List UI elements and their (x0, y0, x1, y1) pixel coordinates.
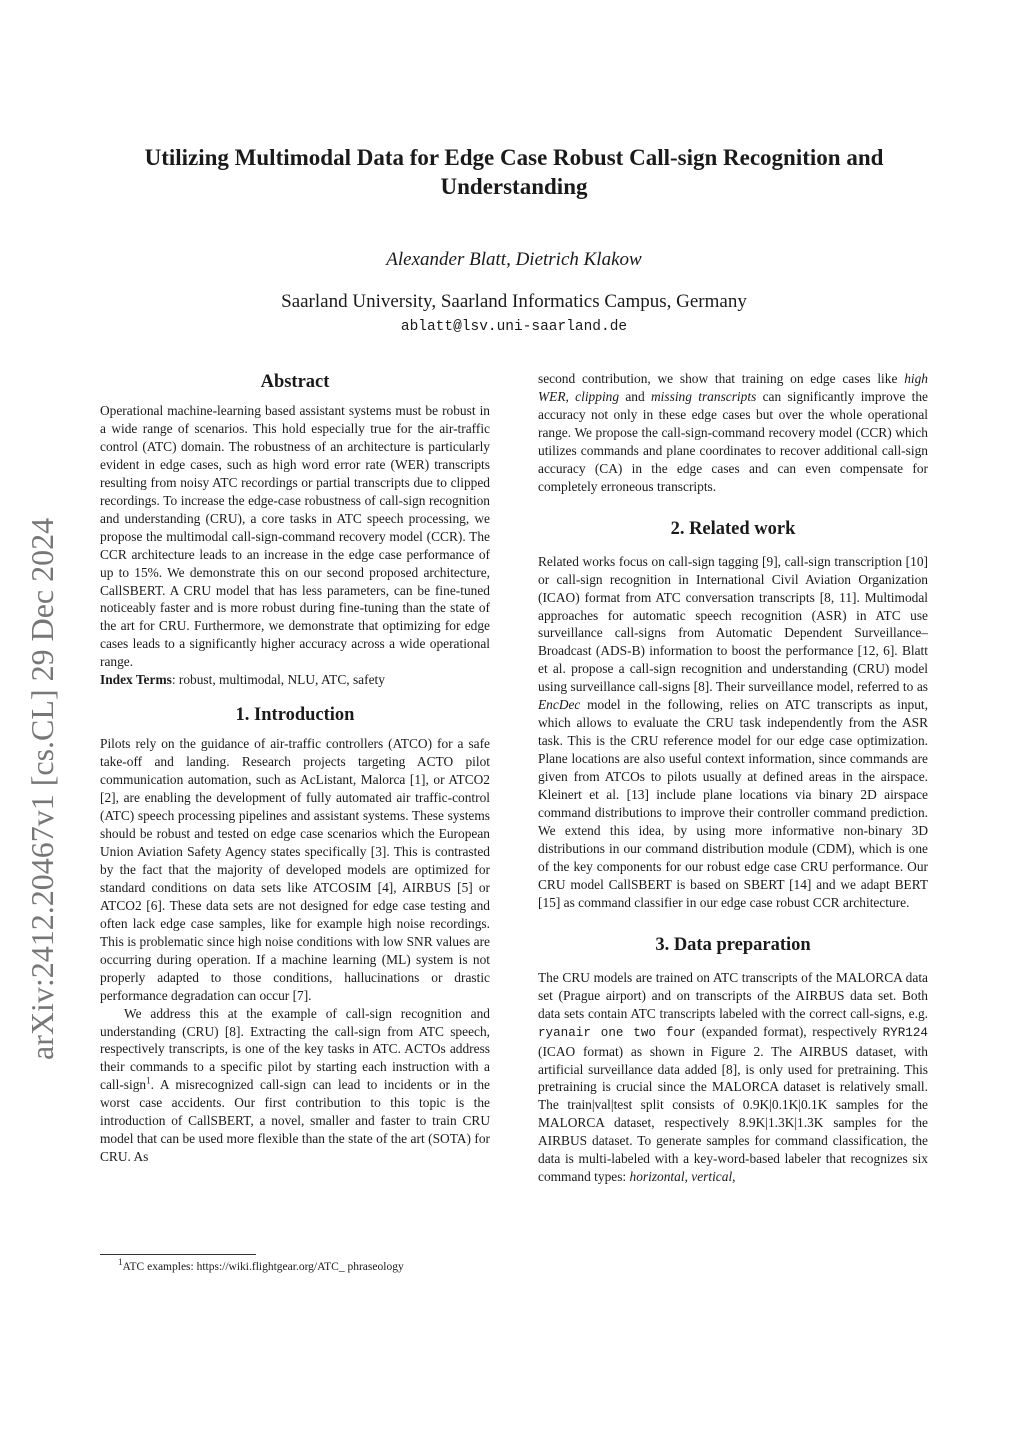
emphasis-encdec: EncDec (538, 697, 581, 713)
text-run: (expanded format), respectively (696, 1023, 883, 1039)
abstract-text: Operational machine-learning based assistant systems must be robust in a wide range of scenarios. This hold especially true for the air-traffic control (ATC) domain. The robustness of an architecture is particularly evident in edge cases, such as high word error rate (WER) transcripts resulting from noisy ATC recordings or partial transcripts due to clipped recordings. To increase the edge-case robustness of call-sign recognition and understanding (CRU), a core tasks in ATC speech processing, we propose the multimodal call-sign-command recovery model (CCR). The CCR architecture leads to an increase in the edge case performance of up to 15%. We demonstrate this on our second proposed architecture, CallSBERT. A CRU model that has less parameters, can be fine-tuned noticeably faster and is more robust during fine-tuning than the state of the art for CRU. Furthermore, we demonstrate that optimizing for edge cases leads to a significantly higher accuracy across a wide operational range. (100, 403, 490, 670)
text-run: Related works focus on call-sign tagging [9], call-sign transcription [10] or call-sign recognition in International Civil Aviation Organization (ICAO) format from ATC conversation transcripts [8, 11]. Multimodal approaches for automatic speech recognition (ASR) in ATC use surveillance call-signs from Automatic Dependent Surveillance–Broadcast (ADS-B) information to boost the performance [12, 6]. Blatt et al. propose a call-sign recognition and understanding (CRU) model using surveillance call-signs [8]. Their surveillance model, referred to as (538, 553, 928, 695)
text-run: can significantly improve the accuracy not only in these edge cases but over the whole operational range. We propose the call-sign-command recovery model (CCR) which utilizes commands and plane coordinates to recover additional call-sign accuracy (CA) in the edge cases and can even compensate for completely erroneous transcripts. (538, 388, 928, 494)
text-run: The CRU models are trained on ATC transcripts of the MALORCA data set (Prague airport) and on transcripts of the AIRBUS data set. Both data sets contain ATC transcripts labeled with the correct call-signs, e.g. (538, 969, 928, 1021)
introduction-heading: 1. Introduction (235, 705, 355, 726)
related-work-heading: 2. Related work (670, 518, 796, 539)
left-column (100, 370, 490, 1166)
arxiv-identifier: arXiv:2412.20467v1 [cs.CL] 29 Dec 2024 (24, 517, 60, 1060)
email: ablatt@lsv.uni-saarland.de (400, 319, 628, 335)
data-preparation-heading: 3. Data preparation (655, 934, 811, 955)
text-run: , (684, 1169, 692, 1185)
related-work-paragraph (538, 553, 928, 912)
text-run: and (619, 388, 652, 404)
right-column (538, 370, 928, 1186)
introduction-paragraph-2 (100, 1005, 490, 1167)
footnote-marker: 1 (146, 1075, 151, 1086)
emphasis-high-wer: high WER (538, 371, 928, 404)
affiliation: Saarland University, Saarland Informatics Campus, Germany (281, 291, 747, 312)
code-expanded-callsign: ryanair one two four (538, 1025, 697, 1040)
paper-title: Utilizing Multimodal Data for Edge Case Robust Call-sign Recognition and Understanding (144, 145, 884, 199)
emphasis-clipping: clipping (575, 388, 620, 404)
text-run: , (732, 1169, 736, 1185)
intro-p2-text-b: . A misrecognized call-sign can lead to incidents or in the worst case accidents. Our first contribution to this topic is the introduction of CallSBERT, a novel, smaller and faster to train CRU model that can be used more flexible than the state of the art (SOTA) for CRU. As (100, 1077, 490, 1165)
text-run: (ICAO format) as shown in Figure 2. The AIRBUS dataset, with artificial surveillance data added [8], is only used for pretraining. This pretraining is crucial since the MALORCA dataset is relatively small. The train|val|test split consists of 0.9K|0.1K|0.1K samples for the MALORCA dataset, respectively 8.9K|1.3K|1.3K samples for the AIRBUS dataset. To generate samples for command classification, the data is multi-labeled with a key-word-based labeler that recognizes six command types: (538, 1043, 928, 1185)
index-terms-text: : robust, multimodal, NLU, ATC, safety (171, 672, 385, 688)
code-icao-callsign: RYR124 (882, 1025, 928, 1040)
intro-p2-text-a: We address this at the example of call-sign recognition and understanding (CRU) [8]. Extracting the call-sign from ATC speech, respectively transcripts, is one of the key tasks in ATC. ACTOs address their commands to a specific pilot by starting each instruction with a call-sign (100, 1005, 490, 1093)
emphasis-vertical: vertical (691, 1169, 733, 1185)
emphasis-missing-transcripts: missing transcripts (651, 388, 757, 404)
footnote-text: ATC examples: https://wiki.flightgear.org/ATC_ phraseology (122, 1261, 404, 1273)
footnote-rule (100, 1254, 256, 1255)
data-preparation-paragraph (538, 969, 928, 1186)
introduction-continued (538, 370, 928, 496)
text-run: , (565, 388, 576, 404)
introduction-paragraph-1: Pilots rely on the guidance of air-traffic controllers (ATCO) for a safe take-off and landing. Research projects targeting ACTO pilot communication automation, such as AcListant, Malorca [1], or ATCO2 [2], are enabling the development of fully automated air traffic-control (ATC) speech processing pipelines and assistant systems. These systems should be robust and tested on edge case scenarios which the European Union Aviation Safety Agency states specifically [3]. This is contrasted by the fact that the majority of developed models are optimized for standard conditions on data sets like ATCOSIM [4], AIRBUS [5] or ATCO2 [6]. These data sets are not designed for edge case testing and often lack edge case samples, like for example high noise recordings. This is problematic since high noise conditions with low SNR values are occurring during operation. If a machine learning (ML) system is not properly adapted to those conditions, hallucinations or drastic performance degradation can occur [7]. (100, 736, 490, 1003)
authors: Alexander Blatt, Dietrich Klakow (386, 249, 642, 270)
footnote (100, 1257, 490, 1275)
index-terms (100, 671, 490, 689)
text-run: second contribution, we show that training on edge cases like (538, 371, 905, 386)
index-terms-label: Index Terms (100, 672, 172, 688)
emphasis-horizontal: horizontal (629, 1169, 685, 1185)
text-run: model in the following, relies on ATC transcripts as input, which allows to evaluate the CRU task independently from the ASR task. This is the CRU reference model for our edge case optimization. Plane locations are also useful context information, since commands are given from ATCOs to pilots usually at defined areas in the airspace. Kleinert et al. [13] include plane locations via binary 2D airspace command distributions to improve their controller command prediction. We extend this idea, by using more informative non-binary 3D distributions in our command distribution module (CDM), which is one of the key components for our robust edge case CRU performance. Our CRU model CallSBERT is based on SBERT [14] and we adapt BERT [15] as command classifier in our edge case robust CCR architecture. (538, 697, 928, 910)
footnote-number: 1 (118, 1257, 123, 1268)
abstract-heading: Abstract (260, 372, 330, 392)
